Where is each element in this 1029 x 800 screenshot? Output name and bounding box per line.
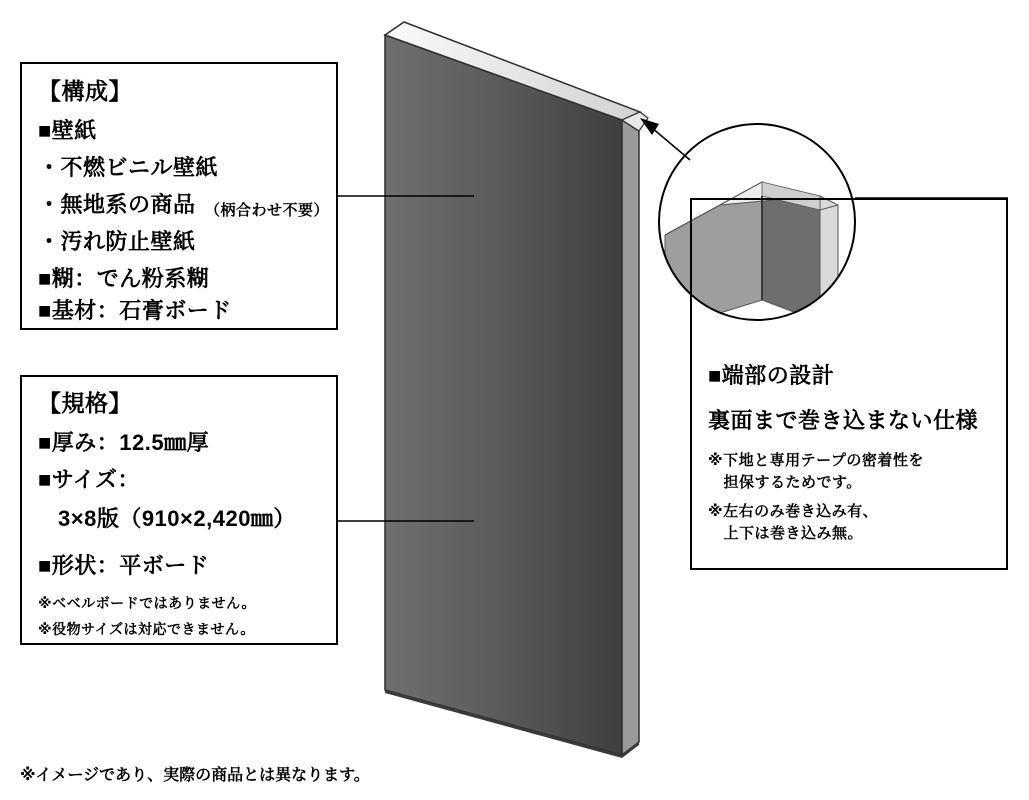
- edge-heading: ■端部の設計: [708, 363, 835, 388]
- spec-line-4: ■形状：平ボード: [38, 553, 210, 578]
- image-disclaimer-footnote: ※イメージであり、実際の商品とは異なります。: [20, 767, 370, 784]
- composition-line-6: ■基材：石膏ボード: [38, 298, 232, 323]
- edge-note-3: ※左右のみ巻き込み有、: [708, 503, 879, 520]
- spec-line-3: 3×8版（910×2,420㎜）: [58, 506, 296, 531]
- composition-heading: 【構成】: [38, 78, 132, 104]
- edge-note-1: ※下地と専用テープの密着性を: [708, 452, 924, 469]
- composition-inline-note: （柄合わせ不要）: [205, 202, 330, 219]
- callout-leader-arrow: [640, 118, 690, 160]
- gypsum-board-shape: [385, 22, 648, 758]
- composition-line-3: ・無地系の商品: [38, 192, 196, 217]
- spec-note-2: ※役物サイズは対応できません。: [38, 621, 255, 637]
- spec-heading: 【規格】: [38, 390, 132, 416]
- composition-line-4: ・汚れ防止壁紙: [38, 229, 196, 254]
- spec-line-2: ■サイズ：: [38, 467, 141, 492]
- composition-line-5: ■糊：でん粉系糊: [38, 266, 210, 291]
- spec-line-1: ■厚み：12.5㎜厚: [38, 430, 210, 455]
- composition-line-1: ■壁紙: [38, 118, 97, 143]
- spec-note-1: ※ベベルボードではありません。: [38, 595, 256, 611]
- edge-note-4: 上下は巻き込み無。: [708, 525, 864, 542]
- composition-line-2: ・不燃ビニル壁紙: [38, 155, 219, 180]
- edge-subheading: 裏面まで巻き込まない仕様: [708, 408, 979, 433]
- edge-note-2: 担保するためです。: [708, 474, 862, 491]
